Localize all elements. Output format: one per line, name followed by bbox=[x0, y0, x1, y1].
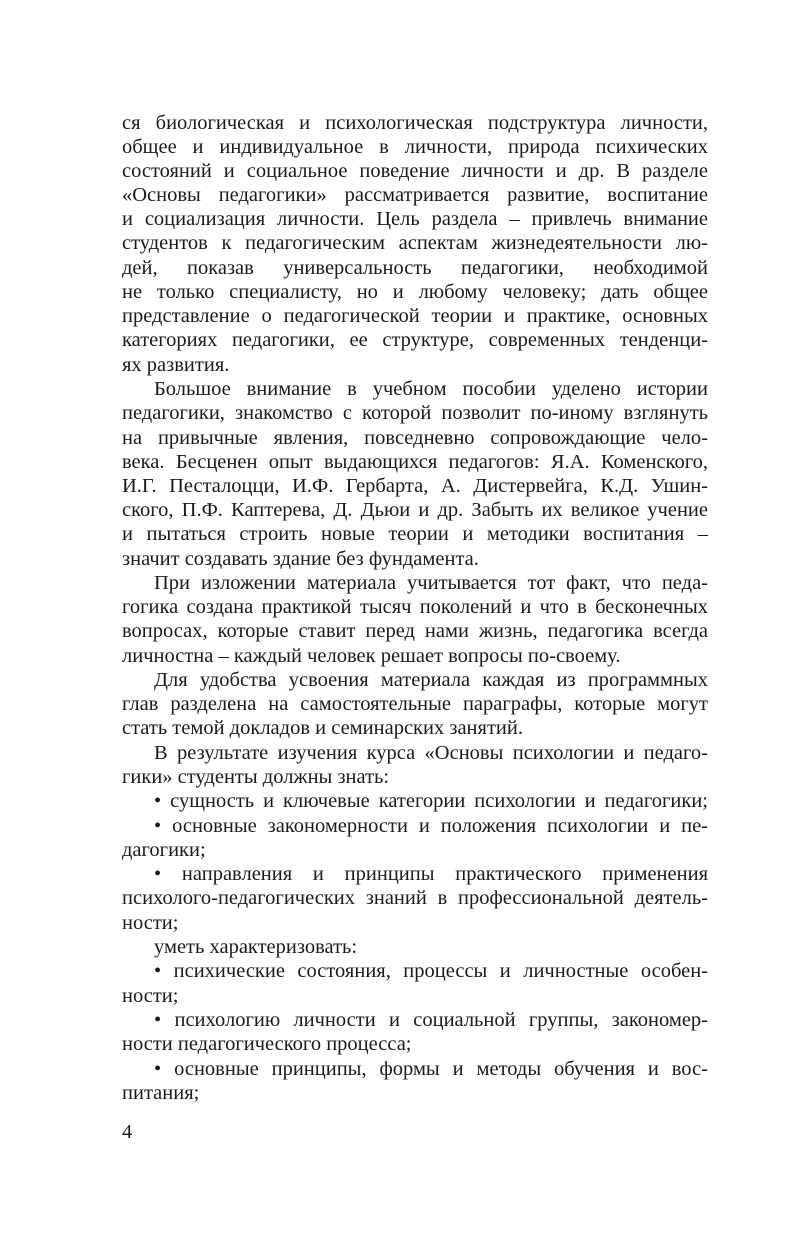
text-line: студентов к педагогическим аспектам жизнедеятельности лю- bbox=[122, 232, 708, 254]
text-line: вопросах, которые ставит перед нами жизнь, педагогика всегда bbox=[122, 620, 708, 642]
text-line: гики» студенты должны знать: bbox=[122, 766, 390, 788]
text-line: дей, показав универсальность педагогики, необходимой bbox=[122, 257, 708, 279]
text-line: не только специалисту, но и любому человеку; дать общее bbox=[122, 281, 708, 303]
bullet-item: • направления и принципы практического применения bbox=[154, 863, 708, 885]
text-line: состояний и социальное поведение личности и др. В разделе bbox=[122, 160, 708, 182]
text-line: ях развития. bbox=[122, 354, 230, 376]
bullet-item: • психологию личности и социальной группы, закономер- bbox=[154, 1009, 708, 1031]
text-line: века. Бесценен опыт выдающихся педагогов: Я.А. Коменского, bbox=[122, 451, 708, 473]
text-line: ности педагогического процесса; bbox=[122, 1033, 412, 1055]
bullet-item: • сущность и ключевые категории психологии и педагогики; bbox=[154, 790, 708, 812]
text-line: представление о педагогической теории и практике, основных bbox=[122, 305, 708, 327]
text-line: стать темой докладов и семинарских занятий. bbox=[122, 717, 523, 739]
text-line: педагогики, знакомство с которой позволит по-иному взглянуть bbox=[122, 402, 708, 424]
text-line: и пытаться строить новые теории и методики воспитания – bbox=[122, 523, 708, 545]
text-line: ности; bbox=[122, 912, 179, 934]
text-line: питания; bbox=[122, 1082, 200, 1104]
text-line: гогика создана практикой тысяч поколений и что в бесконечных bbox=[122, 596, 708, 618]
paragraph-first-line: При изложении материала учитывается тот факт, что педа- bbox=[154, 572, 708, 594]
text-line: глав разделена на самостоятельные параграфы, которые могут bbox=[122, 693, 708, 715]
text-line: общее и индивидуальное в личности, природа психических bbox=[122, 136, 708, 158]
text-line: на привычные явления, повседневно сопровождающие чело- bbox=[122, 427, 708, 449]
text-line: и социализация личности. Цель раздела – привлечь внимание bbox=[122, 208, 708, 230]
text-line: ности; bbox=[122, 985, 179, 1007]
page-number: 4 bbox=[122, 1121, 133, 1143]
paragraph-first-line: уметь характеризовать: bbox=[154, 936, 358, 958]
text-line: психолого-педагогических знаний в профессиональной деятель- bbox=[122, 887, 708, 909]
bullet-item: • основные закономерности и положения психологии и пе- bbox=[154, 815, 708, 837]
text-line: И.Г. Песталоцци, И.Ф. Гербарта, А. Дистервейга, К.Д. Ушин- bbox=[122, 475, 708, 497]
paragraph-first-line: Большое внимание в учебном пособии уделено истории bbox=[154, 378, 708, 400]
paragraph-first-line: В результате изучения курса «Основы психологии и педаго- bbox=[154, 742, 708, 764]
text-line: категориях педагогики, ее структуре, современных тенденци- bbox=[122, 329, 708, 351]
text-line: «Основы педагогики» рассматривается развитие, воспитание bbox=[122, 184, 708, 206]
bullet-item: • психические состояния, процессы и личностные особен- bbox=[154, 960, 708, 982]
text-line: дагогики; bbox=[122, 839, 206, 861]
text-line: ского, П.Ф. Каптерева, Д. Дьюи и др. Забыть их великое учение bbox=[122, 499, 708, 521]
text-line: личностна – каждый человек решает вопросы по-своему. bbox=[122, 645, 621, 667]
paragraph-first-line: Для удобства усвоения материала каждая из программных bbox=[154, 669, 708, 691]
text-line: значит создавать здание без фундамента. bbox=[122, 548, 479, 570]
bullet-item: • основные принципы, формы и методы обучения и вос- bbox=[154, 1058, 708, 1080]
text-line: ся биологическая и психологическая подструктура личности, bbox=[122, 112, 708, 134]
